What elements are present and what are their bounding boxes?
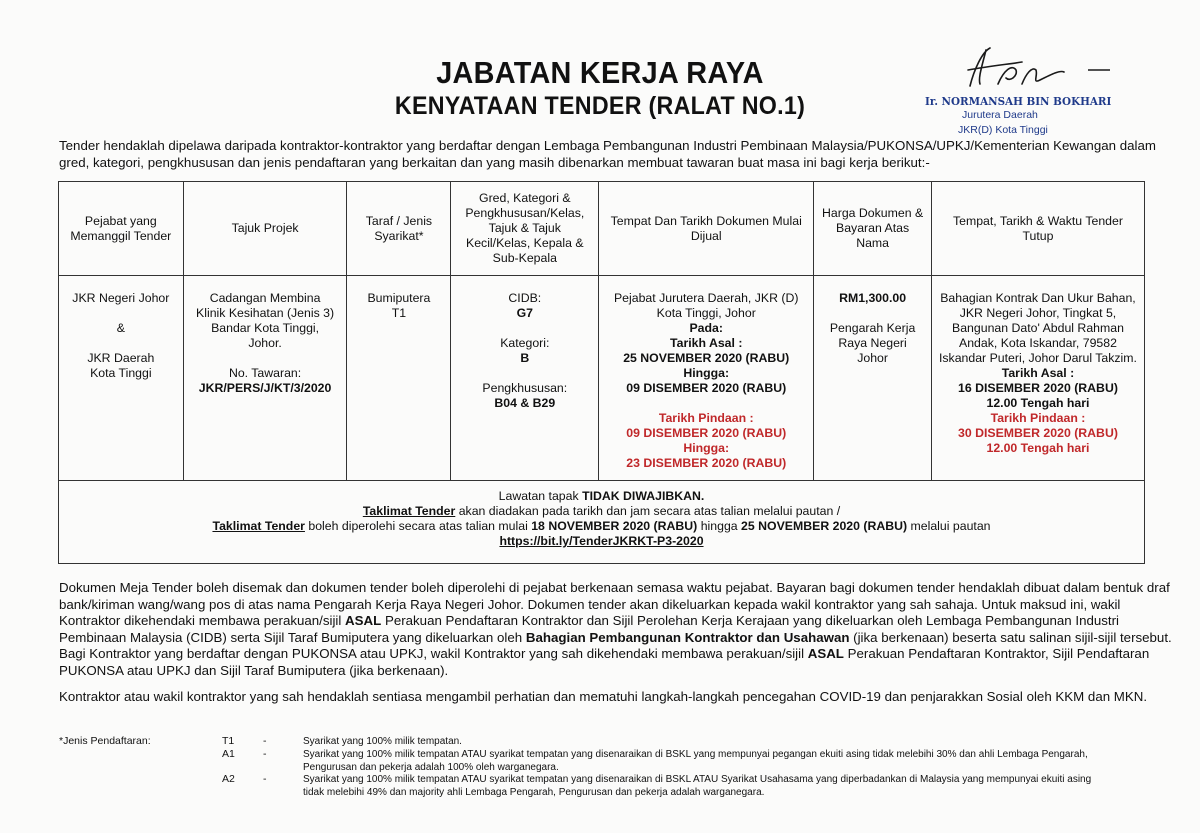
sale-pindaan-from: 09 DISEMBER 2020 (RABU) [626,426,787,440]
signatory-office: JKR(D) Kota Tinggi [958,124,1048,136]
header-grade: Gred, Kategori & Pengkhususan/Kelas, Tajuk & Tajuk Kecil/Kelas, Kepala & Sub-Kepala [451,182,599,276]
footnote-code-t1: T1 [222,735,235,747]
header-office: Pejabat yang Memanggil Tender [59,182,184,276]
sale-asal-to: 09 DISEMBER 2020 (RABU) [626,381,787,395]
closing-pindaan-time: 12.00 Tengah hari [986,441,1090,455]
sale-pindaan-label: Tarikh Pindaan : [658,411,754,425]
signature-icon [960,40,1120,96]
visit-line3: Taklimat Tender boleh diperolehi secara atas talian mulai 18 NOVEMBER 2020 (RABU) hingga 25 NOVEMBER 2020 (RABU) melalui pautan [212,519,991,533]
signatory-name: Ir. NORMANSAH BIN BOKHARI [925,94,1112,108]
documents-paragraph: Dokumen Meja Tender boleh disemak dan dokumen tender boleh diperolehi di pejabat berkenaan semasa waktu pejabat. Bayaran bagi dokumen tender hendaklah dibuat dalam bentuk draf bank/kiriman wang/wang pos di atas nama Pengarah Kerja Raya Negeri Johor. Dokumen tender akan dikeluarkan kepada wakil kontraktor yang sah sahaja. Untuk maksud ini, wakil Kontraktor dikehendaki membawa perakuan/sijil ASAL Perakuan Pendaftaran Kontraktor dan Sijil Perolehan Kerja Kerajaan yang dikeluarkan oleh Lembaga Pembangunan Industri Pembinaan Malaysia (CIDB) serta Sijil Taraf Bumiputera yang dikeluarkan oleh Bahagian Pembangunan Kontraktor dan Usahawan (jika berkenaan) beserta satu salinan sijil-sijil tersebut. Bagi Kontraktor yang berdaftar dengan PUKONSA atau UPKJ, wakil Kontraktor yang sah dikehendaki membawa perakuan/sijil ASAL Perakuan Pendaftaran Kontraktor, Sijil Pendaftaran PUKONSA atau UPKJ dan Sijil Taraf Bumiputera (jika berkenaan). [59,580,1172,678]
sale-pada: Pada: [689,321,723,335]
cell-company-type [347,276,451,481]
header-price: Harga Dokumen & Bayaran Atas Nama [814,182,932,276]
signatory-role: Jurutera Daerah [962,109,1038,121]
sale-pindaan-hingga: Hingga: [683,441,730,455]
intro-paragraph: Tender hendaklah dipelawa daripada kontraktor-kontraktor yang berdaftar dengan Lembaga Pembangunan Industri Pembinaan Malaysia/PUKONSA/UPKJ/Kementerian Kewangan dalam gred, kategori, pengkhususan dan jenis pendaftaran yang berkaitan dan yang masih dibenarkan membuat tawaran buat masa ini bagi kerja berikut:- [59,138,1156,170]
covid-paragraph: Kontraktor atau wakil kontraktor yang sah hendaklah sentiasa mengambil perhatian dan mematuhi langkah-langkah pencegahan COVID-19 dan penjarakkan Sosial oleh KKM dan MKN. [59,689,1148,704]
closing-place: Bahagian Kontrak Dan Ukur Bahan, JKR Negeri Johor, Tingkat 5, Bangunan Dato' Abdul Rahman Andak, Kota Iskandar, 79582 Iskandar Puteri, Johor Darul Takzim. [938,291,1137,365]
footnote-label: *Jenis Pendaftaran: [59,735,151,747]
closing-asal-time: 12.00 Tengah hari [986,396,1090,410]
office-line1: JKR Negeri Johor [72,291,170,305]
briefing-link[interactable]: https://bit.ly/TenderJKRKT-P3-2020 [499,534,704,548]
footnote-text-a1: Syarikat yang 100% milik tempatan ATAU syarikat tempatan yang disenaraikan di BSKL yang mempunyai pegangan ekuiti asing tidak melebihi 30% dan ahli Lembaga Pengarah, Pengurusan dan pekerja adalah 100% oleh warganegara. [303,749,1088,773]
header-company-type: Taraf / Jenis Syarikat* [347,182,451,276]
pengkhususan-value: B04 & B29 [494,396,556,410]
cell-project [183,276,347,481]
header-closing: Tempat, Tarikh & Waktu Tender Tutup [931,182,1144,276]
cell-sale [599,276,814,481]
table-header-row [59,182,1145,276]
kategori-value: B [520,351,530,365]
footnote-text-t1: Syarikat yang 100% milik tempatan. [303,736,462,747]
tender-no: JKR/PERS/J/KT/3/2020 [198,381,332,395]
office-amp: & [116,321,125,335]
office-line2: JKR Daerah Kota Tinggi [87,351,155,380]
sale-asal-from: 25 NOVEMBER 2020 (RABU) [623,351,790,365]
cell-office [59,276,184,481]
cidb-label: CIDB: [508,291,542,305]
kategori-label: Kategori: [500,336,550,350]
closing-asal-date: 16 DISEMBER 2020 (RABU) [958,381,1118,395]
visit-line1: Lawatan tapak TIDAK DIWAJIBKAN. [498,489,705,503]
price-amount: RM1,300.00 [839,291,907,305]
visit-row [59,481,1145,564]
footnote-dash: - [263,748,267,760]
header-sale: Tempat Dan Tarikh Dokumen Mulai Dijual [599,182,814,276]
cidb-value: G7 [516,306,533,320]
tender-table [58,181,1145,564]
footnote-code-a2: A2 [222,773,235,785]
cell-grade [451,276,599,481]
cell-site-visit [59,481,1145,564]
closing-asal-label: Tarikh Asal : [1001,366,1075,380]
footnote-code-a1: A1 [222,748,235,760]
sale-place: Pejabat Jurutera Daerah, JKR (D) Kota Tinggi, Johor [613,291,799,320]
cell-closing [931,276,1144,481]
sale-hingga: Hingga: [683,366,730,380]
closing-pindaan-date: 30 DISEMBER 2020 (RABU) [958,426,1118,440]
sale-pindaan-to: 23 DISEMBER 2020 (RABU) [626,456,787,470]
table-row [59,276,1145,481]
sale-asal-label: Tarikh Asal : [670,336,743,350]
tender-no-label: No. Tawaran: [228,366,302,380]
closing-pindaan-label: Tarikh Pindaan : [990,411,1086,425]
header-project: Tajuk Projek [183,182,347,276]
cell-price [814,276,932,481]
footnote-text-a2: Syarikat yang 100% milik tempatan ATAU syarikat tempatan yang disenaraikan di BSKL ATAU Syarikat Usahasama yang diperbadankan di Malaysia yang mempunyai ekuiti asing tidak melebihi 49% dan majority ahli Lembaga Pengarah, Pengurusan dan pekerja adalah warganegara. [303,774,1092,798]
project-title: Cadangan Membina Klinik Kesihatan (Jenis 3) Bandar Kota Tinggi, Johor. [196,291,335,350]
page-subtitle: KENYATAAN TENDER (RALAT NO.1) [394,92,806,120]
price-payee: Pengarah Kerja Raya Negeri Johor [829,321,916,365]
footnote-dash: - [263,773,267,785]
pengkhususan-label: Pengkhususan: [482,381,568,395]
footnote-dash: - [263,735,267,747]
visit-line2: Taklimat Tender akan diadakan pada tarikh dan jam secara atas talian melalui pautan / [362,504,841,518]
company-type: Bumiputera T1 [367,291,431,320]
page-title: JABATAN KERJA RAYA [436,55,764,90]
